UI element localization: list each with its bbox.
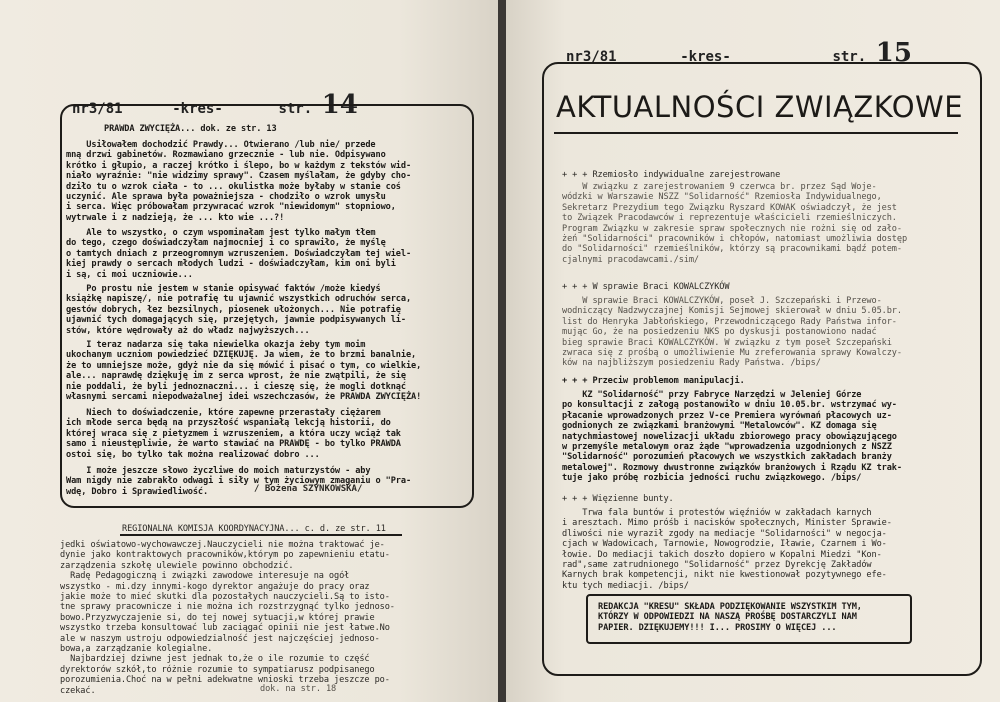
binding-gutter <box>498 0 506 702</box>
news-item-4-heading: + + + Więzienne bunty. <box>562 494 674 504</box>
section1-paragraph-6: I może jeszcze słowo życzliwe do moich maturzystów - aby Wam nigdy nie zabrakło odwagi i siły w tym życiowym zmaganiu o "Pra- wdę, Dobro i Sprawiedliwość. <box>66 466 412 497</box>
right-page <box>506 0 1000 702</box>
news-banner: AKTUALNOŚCI ZWIĄZKOWE <box>556 90 964 124</box>
left-page-number: 14 <box>321 90 358 120</box>
section1-paragraph-2: Ale to wszystko, o czym wspominałam jest tylko małym tłem do tego, czego doświadczyłam najmocniej i co sprawiło, że myślę o tamtych dniach z przeogromnym wzruszeniem. Doświadczyłam tej wiel- kiej prawdy o sercach młodych ludzi - doświadczyłam, kim oni byli i są, ci moi uczniowie... <box>66 228 412 280</box>
news-item-3-heading: + + + Przeciw problemom manipulacji. <box>562 376 745 386</box>
right-issue-number: nr3/81 <box>566 49 617 65</box>
section1-paragraph-1: Usiłowałem dochodzić Prawdy... Otwierano /lub nie/ przede mną drzwi gabinetów. Rozmawiano grzecznie - lub nie. Odpisywano krótko i głupio, a raczej krótko i ślepo, bo w każdym z tekstów wid- niało wyraźnie: "nie widzimy sprawy". Czasem myślałam, że gdyby cho- dziło tu o wzrok ciała - to ... okulistka może byłaby w stanie coś uczynić. Ale sprawa była poważniejsza - chodziło o wzrok umysłu i serca. Więc próbowałam przywracać wzrok "niewidomym" stopniowo, wytrwale i z nadzieją, że ... kto wie ...?! <box>66 140 412 223</box>
thanks-box <box>586 594 912 644</box>
right-magazine-title: -kres- <box>680 49 731 65</box>
news-item-2-heading: + + + W sprawie Braci KOWALCZYKÓW <box>562 282 730 292</box>
news-item-4-text: Trwa fala buntów i protestów więźniów w zakładach karnych i aresztach. Mimo próśb i nacisków społecznych, Minister Sprawie- dliwości nie wyraził zgody na mediacje "Solidarności" w negocja- cjach w Wadowicach, Tarnowie, Nowogrodzie, Iławie, Czarnem i Wo- łowie. Do mediacji takich doszło dopiero w Kopalni Miedzi "Kon- rad",same zatrudnionego "Solidarność" przez Dyrekcję Zakładów Karnych brak kompetencji, nikt nie kwestionował pozytywnego efe- ktu tych mediacji. /bips/ <box>562 508 892 591</box>
left-issue-number: nr3/81 <box>72 101 123 117</box>
article-signature: / Bożena SZYNKOWSKA/ <box>254 484 363 494</box>
section2-text: jedki oświatowo-wychowawczej.Nauczycieli nie można traktować je- dynie jako kontraktowych pracowników,którym po zapewnieniu etatu- zarządzenia szkołę ulewiele powinno obchodzić. Radę Pedagogiczną i związki zawodowe interesuje na ogół wszystko - mi.dzy innymi-kogo dyrektor angażuje do pracy oraz jakie może to mieć skutki dla pozostałych nauczycieli.Są to isto- tne sprawy pracownicze i nie można ich rozstrzygnąć tylko jednoso- bowo.Przyzwyczajenie si, do tej nowej sytuacji,w której prawie wszystko trzeba konsultować lub zaciągać opinii nie jest łatwe.No ale w naszym ustroju odpowiedzialność jest najczęściej jednoso- bowa,a zarządzanie kolegialne. Najbardziej dziwne jest jednak to,że o ile rozumie to część dyrektorów szkół,to różnie rozumie to sympatiarusz podpisanego porozumienia.Choć na w pełni adekwatne wnioski trzeba jeszcze po- czekać. <box>60 540 395 696</box>
banner-rule <box>554 132 958 134</box>
right-page-label: str. <box>832 49 867 65</box>
left-page <box>0 0 498 702</box>
right-page-number: 15 <box>875 38 912 68</box>
continued-note: dok. na str. 18 <box>260 684 337 694</box>
left-magazine-title: -kres- <box>172 101 223 117</box>
section1-paragraph-3: Po prostu nie jestem w stanie opisywać faktów /może kiedyś książkę napiszę/, nie potrafię tu ujawnić wszystkich odruchów serca, gestów dobrych, łez bezsilnych, piosenek ułożonych... Nie potrafię ujawnić tych domagających się, przejętych, jawnie podpisywanych li- stów, które wędrowały aż do władz najwyższych... <box>66 284 412 336</box>
news-item-1-heading: + + + Rzemiosło indywidualne zarejestrowane <box>562 170 781 180</box>
news-item-1-text: W związku z zarejestrowaniem 9 czerwca br. przez Sąd Woje- wódzki w Warszawie NSZZ "Solidarność" Rzemiosła Indywidualnego, Sekretarz Prezydium tego Związku Ryszard KOWAK oświadczył, że jest to Związek Pracodawców i reprezentuje właścicieli rzemieślniczych. Program Związku w zakresie spraw społecznych nie rożni się od zało- żeń "Solidarności" pracowników i chłopów, natomiast umożliwia dostęp do "Solidarności" rzemieślników, którzy są pracownikami bądź potem- cjalnymi pracodawcami./sim/ <box>562 182 908 265</box>
left-page-label: str. <box>278 101 313 117</box>
news-item-3-text: KZ "Solidarność" przy Fabryce Narzędzi w Jeleniej Górze po konsultacji z załogą postanowiło w dniu 10.05.br. wstrzymać wy- płacanie wprowadzonych przez V-ce Premiera wyrównań płacowych uz- godnionych ze związkami branżowymi "Metalowców". KZ domaga się natychmiastowej nowelizacji układu zbiorowego pracy obowiązującego w przemyśle metalowym oraz żąde "wprowadzenia uzgodnionych z NSZZ "Solidarność" porozumień płacowych we wszystkich zakładach branży metalowej". Rozmowy dwustronne związków branżowych i Rządu KZ trak- tuje jako próbę rozbicia jedności ruchu związkowego. /bips/ <box>562 390 902 484</box>
section1-paragraph-5: Niech to doświadczenie, które zapewne przerastały ciężarem ich młode serca będą na przyszłość wspaniałą lekcją historii, do której wraca się z pietyzmem i wzruszeniem, a która uczy wciąż tak samo i nieustępliwie, że warto stawiać na PRAWDĘ - bo tylko PRAWDA ostoi się, bo tylko tak można realizować dobro ... <box>66 408 401 460</box>
section1-title: PRAWDA ZWYCIĘŻA... dok. ze str. 13 <box>104 124 277 134</box>
section2-title: REGIONALNA KOMISJA KOORDYNACYJNA... c. d. ze str. 11 <box>122 524 386 534</box>
section1-paragraph-4: I teraz nadarza się taka niewielka okazja żeby tym moim ukochanym uczniom powiedzieć DZIĘKUJĘ. Ja wiem, że to brzmi banalnie, że to umniejsze może, gdyż nie da się mówić i pisać o tym, co wielkie, ale... naprawdę dziękuję im z serca wprost, że nie zwątpili, że się nie poddali, że byli jednoznaczni... i cieszę się, że mogli dotknąć własnymi sercami niepodważalnej idei wszechczasów, że PRAWDA ZWYCIĘŻA! <box>66 340 422 403</box>
news-item-2-text: W sprawie Braci KOWALCZYKÓW, poseł J. Szczepański i Przewo- wodniczący Nadzwyczajnej Komisji Sejmowej skierował w dniu 5.05.br. list do Henryka Jabłońskiego, Przewodniczącego Rady Państwa infor- mując Go, że na posiedzeniu NKS po dyskusji postanowiono nadać bieg sprawie Braci KOWALCZYKÓW. W związku z tym poseł Szczepański zwraca się z prośbą o umożliwienie Mu zreferowania sprawy Kowalczy- ków na najbliższym posiedzeniu Rady Państwa. /bips/ <box>562 296 902 369</box>
thanks-text: REDAKCJA "KRESU" SKŁADA PODZIĘKOWANIE WSZYSTKIM TYM, KTÓRZY W ODPOWIEDZI NA NASZĄ PROŚBĘ DOSTARCZYLI NAM PAPIER. DZIĘKUJEMY!!! I... PROSIMY O WIĘCEJ ... <box>598 602 862 633</box>
